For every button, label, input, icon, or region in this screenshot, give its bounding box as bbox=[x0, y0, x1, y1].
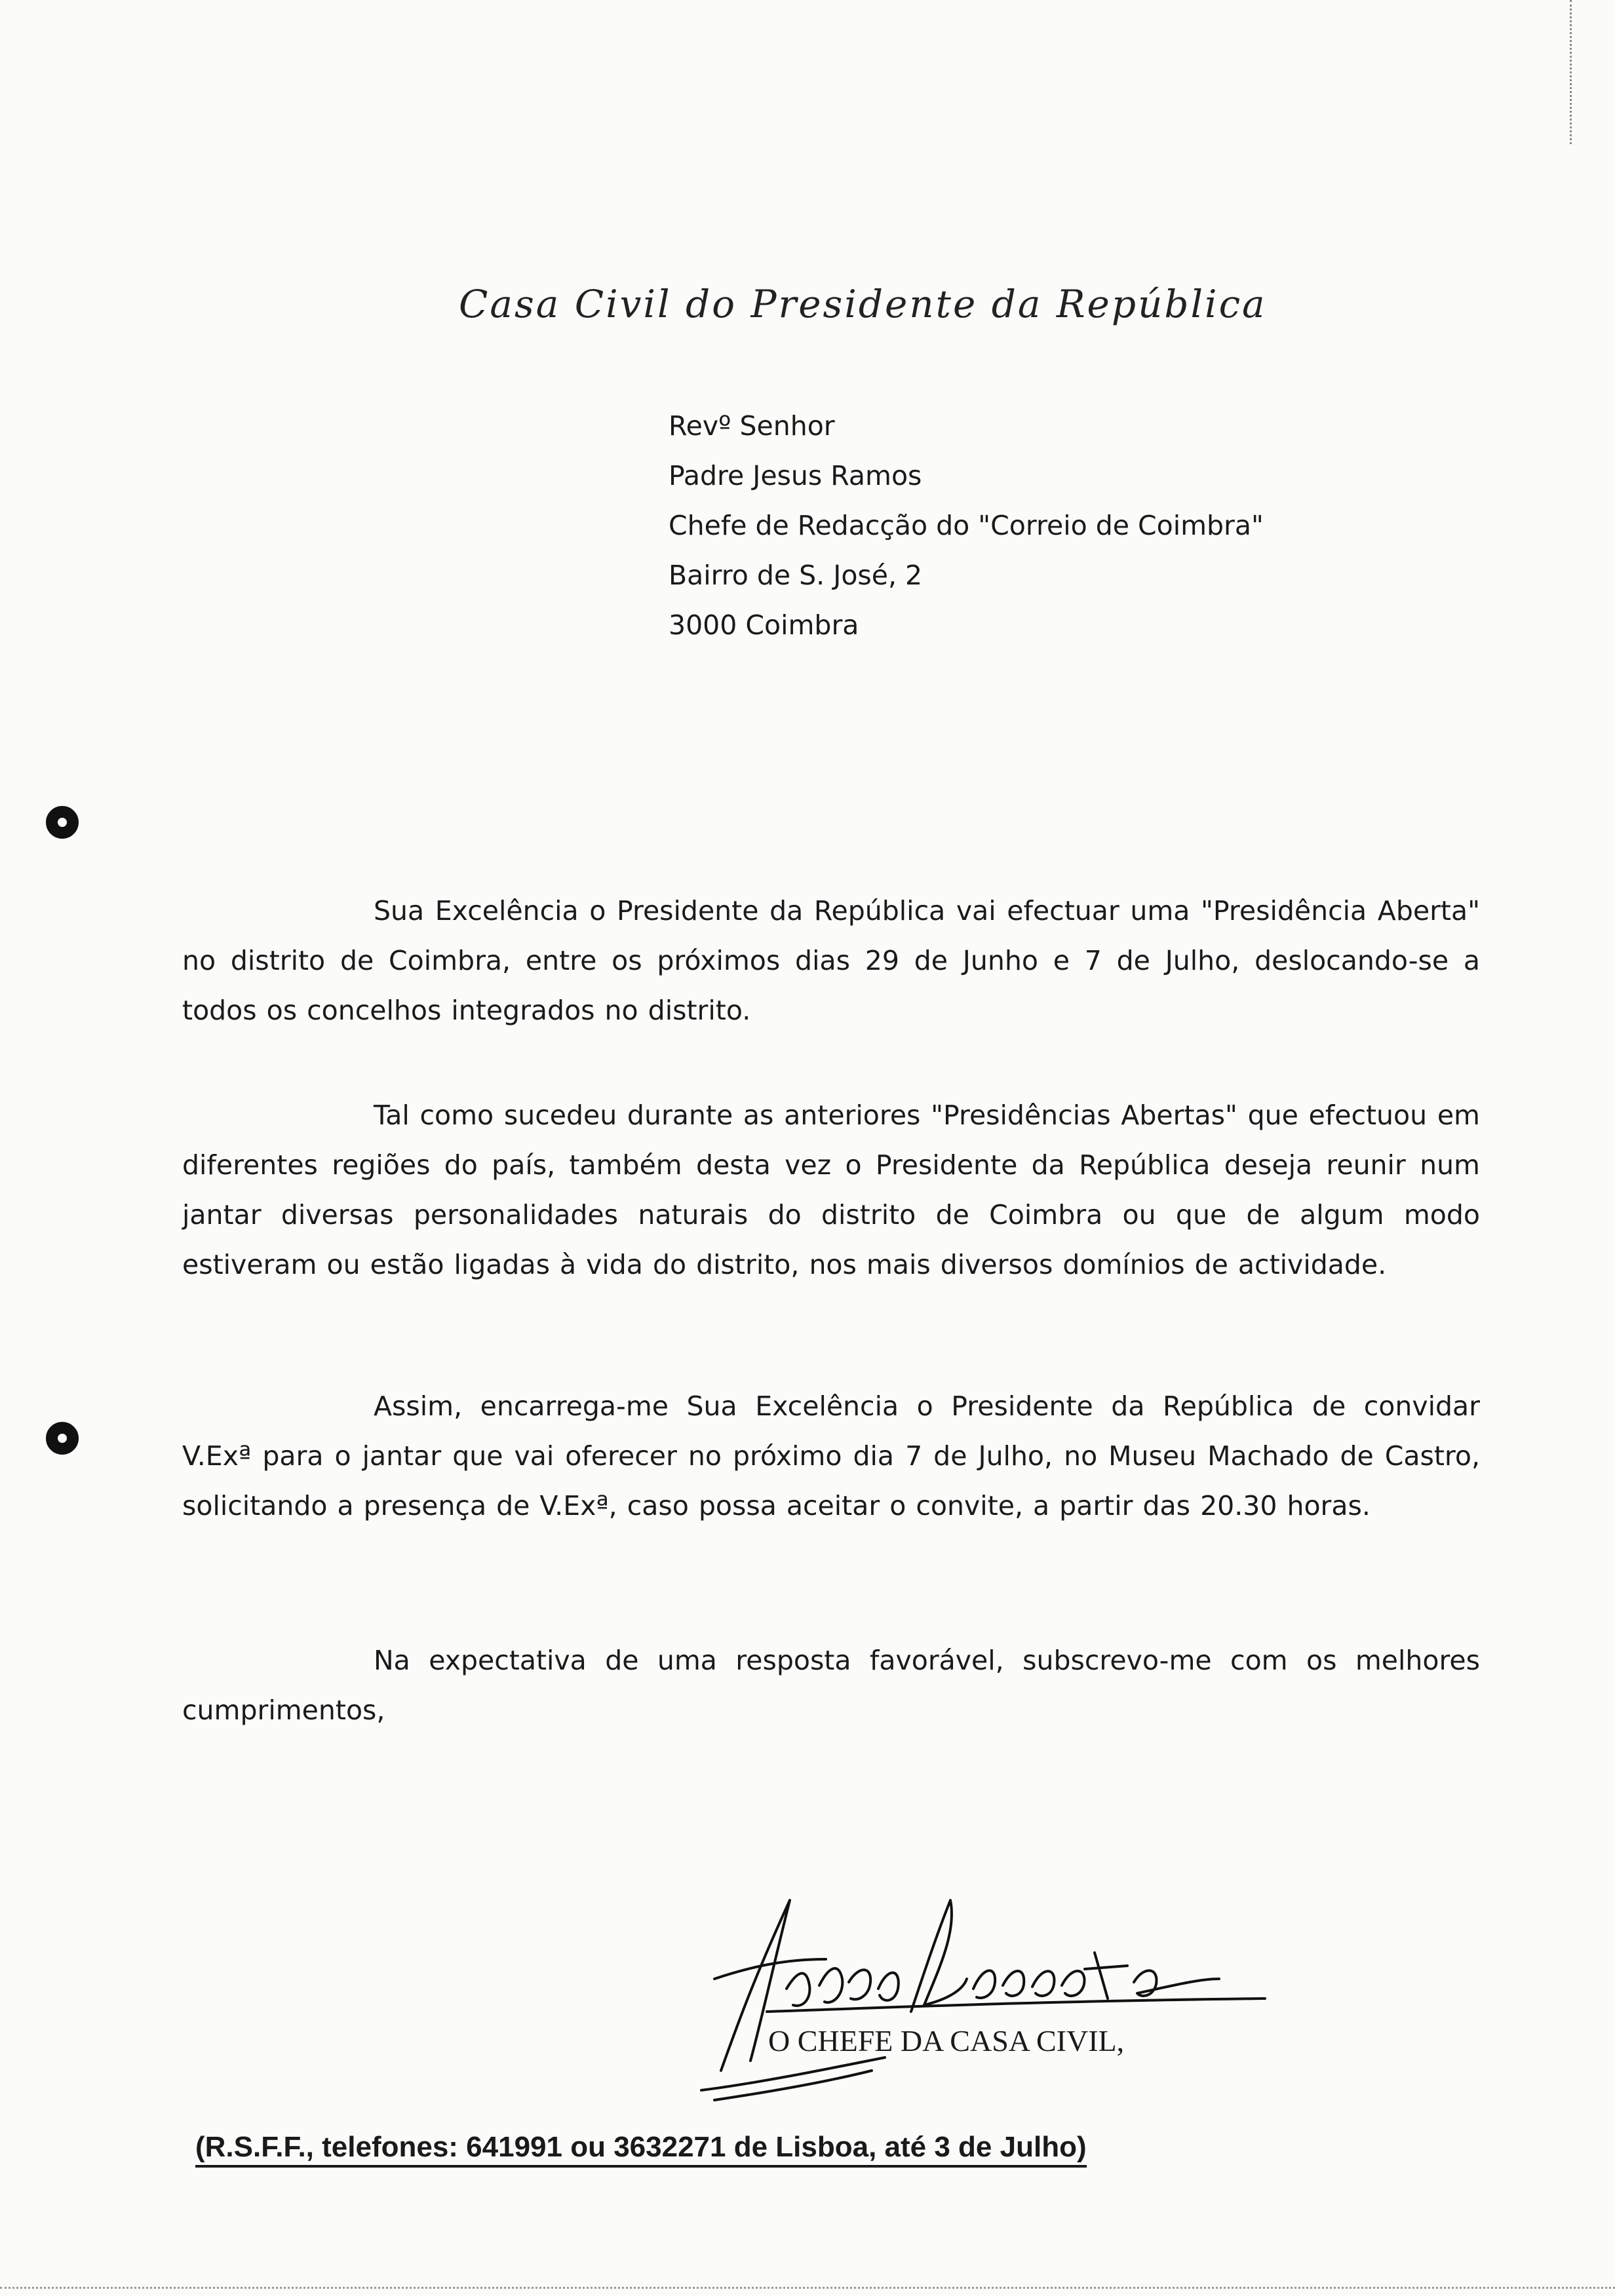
letter-body bbox=[182, 1381, 1480, 1531]
page-edge-marks bbox=[1570, 0, 1573, 144]
letter-body bbox=[182, 886, 1480, 1035]
body-paragraph: Na expectativa de uma resposta favorável, subscrevo-me com os melhores cumprimentos, bbox=[182, 1645, 1480, 1726]
letterhead-title: Casa Civil do Presidente da República bbox=[459, 282, 1267, 326]
body-paragraph: Tal como sucedeu durante as anteriores "Presidências Abertas" que efectuou em diferentes regiões do país, também desta vez o Presidente da República deseja reunir num jantar diversas personalidades naturais do distrito de Coimbra ou que de algum modo estiveram ou estão ligadas à vida do distrito, nos mais diversos domínios de actividade. bbox=[182, 1100, 1480, 1280]
footer-note: (R.S.F.F., telefones: 641991 ou 3632271 de Lisboa, até 3 de Julho) bbox=[195, 2131, 1087, 2168]
recipient-line: Padre Jesus Ramos bbox=[669, 460, 922, 491]
recipient-line: Revº Senhor bbox=[669, 410, 835, 442]
body-paragraph: Assim, encarrega-me Sua Excelência o Presidente da República de convidar V.Exª para o jantar que vai oferecer no próximo dia 7 de Julho, no Museu Machado de Castro, solicitando a presença de V.Exª, caso possa aceitar o convite, a partir das 20.30 horas. bbox=[182, 1390, 1480, 1521]
recipient-line: Chefe de Redacção do "Correio de Coimbra" bbox=[669, 510, 1264, 541]
punch-hole-icon bbox=[46, 806, 79, 839]
letter-body bbox=[182, 1090, 1480, 1290]
recipient-line: Bairro de S. José, 2 bbox=[669, 560, 923, 591]
page-edge-bottom bbox=[0, 2287, 1615, 2293]
letter-body bbox=[182, 1636, 1480, 1735]
body-paragraph: Sua Excelência o Presidente da República vai efectuar uma "Presidência Aberta" no distrito de Coimbra, entre os próximos dias 29 de Junho e 7 de Julho, deslocando-se a todos os concelhos integrados no distrito. bbox=[182, 895, 1480, 1026]
recipient-address bbox=[669, 401, 1264, 650]
closing-title: O CHEFE DA CASA CIVIL, bbox=[768, 2024, 1125, 2057]
signature-icon bbox=[675, 1874, 1298, 2110]
recipient-line: 3000 Coimbra bbox=[669, 609, 859, 641]
punch-hole-icon bbox=[46, 1422, 79, 1455]
